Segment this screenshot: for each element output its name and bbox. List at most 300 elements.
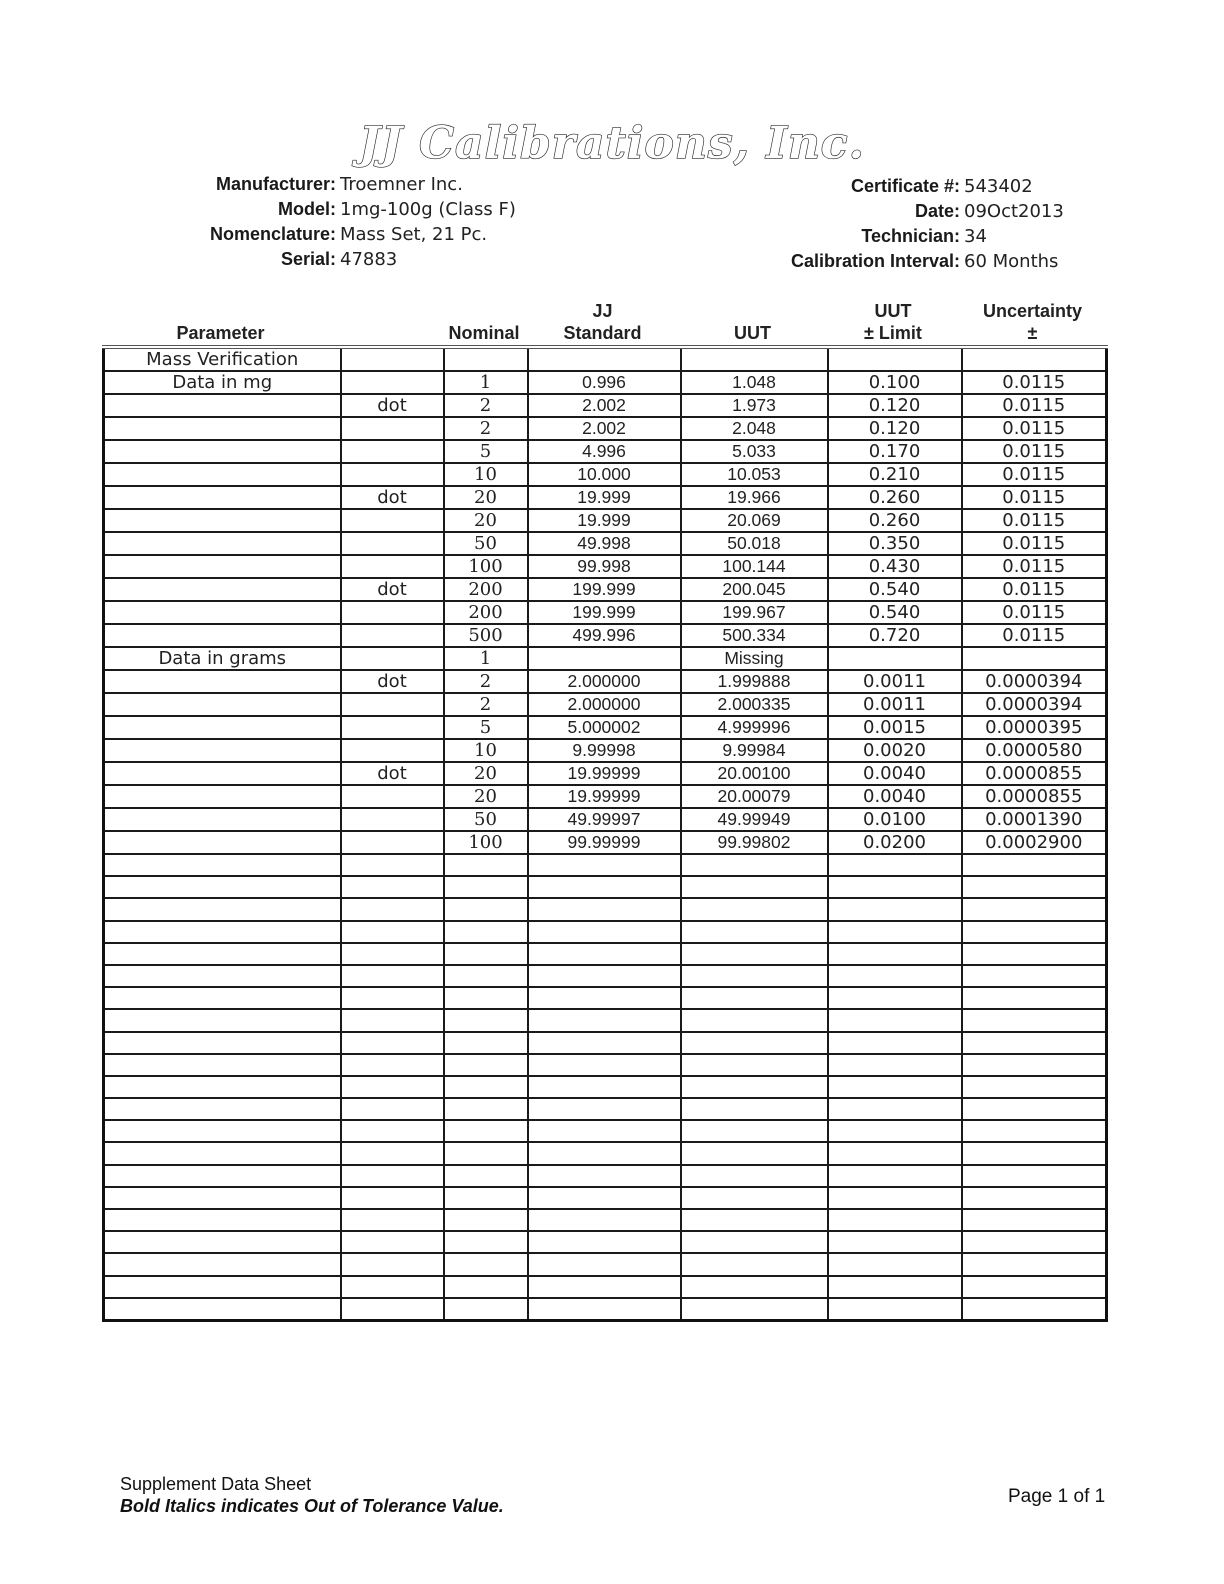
empty-cell bbox=[528, 1187, 681, 1209]
limit-cell: 0.720 bbox=[828, 624, 962, 647]
dot-cell bbox=[341, 601, 444, 624]
empty-cell bbox=[962, 1076, 1107, 1098]
empty-table-row bbox=[104, 854, 1107, 876]
uncertainty-cell: 0.0115 bbox=[962, 417, 1107, 440]
uut-cell: 5.033 bbox=[681, 440, 828, 463]
empty-cell bbox=[828, 1032, 962, 1054]
limit-cell: 0.0015 bbox=[828, 716, 962, 739]
column-header-uncertainty bbox=[960, 300, 1105, 344]
empty-cell bbox=[681, 1098, 828, 1120]
nominal-cell: 200 bbox=[444, 578, 528, 601]
empty-table-row bbox=[104, 1209, 1107, 1231]
parameter-cell bbox=[104, 831, 341, 854]
empty-cell bbox=[828, 987, 962, 1009]
dot-cell bbox=[341, 739, 444, 762]
dot-cell bbox=[341, 371, 444, 394]
empty-cell bbox=[828, 1298, 962, 1321]
column-header-uncertainty-line1: Uncertainty bbox=[982, 301, 1083, 321]
empty-cell bbox=[444, 921, 528, 943]
empty-cell bbox=[341, 854, 444, 876]
empty-cell bbox=[681, 347, 828, 371]
limit-cell: 0.120 bbox=[828, 417, 962, 440]
limit-cell: 0.100 bbox=[828, 371, 962, 394]
empty-cell bbox=[528, 1032, 681, 1054]
table-row bbox=[104, 624, 1107, 647]
empty-cell bbox=[828, 1120, 962, 1142]
empty-cell bbox=[104, 965, 341, 987]
empty-cell bbox=[341, 1054, 444, 1076]
uut-cell: 9.99984 bbox=[681, 739, 828, 762]
empty-cell bbox=[341, 921, 444, 943]
table-row bbox=[104, 808, 1107, 831]
limit-cell: 0.120 bbox=[828, 394, 962, 417]
dot-cell: dot bbox=[341, 486, 444, 509]
limit-cell: 0.0011 bbox=[828, 670, 962, 693]
dot-cell: dot bbox=[341, 670, 444, 693]
nominal-cell: 20 bbox=[444, 509, 528, 532]
field-value: 60 Months bbox=[964, 251, 1059, 272]
dot-cell: dot bbox=[341, 762, 444, 785]
empty-cell bbox=[341, 1231, 444, 1253]
table-column-headers bbox=[102, 296, 1105, 344]
standard-cell: 2.000000 bbox=[528, 693, 681, 716]
standard-cell: 2.002 bbox=[528, 417, 681, 440]
standard-cell: 2.000000 bbox=[528, 670, 681, 693]
empty-table-row bbox=[104, 1054, 1107, 1076]
empty-table-row bbox=[104, 1253, 1107, 1275]
dot-cell bbox=[341, 647, 444, 670]
empty-cell bbox=[341, 1209, 444, 1231]
empty-cell bbox=[341, 1009, 444, 1031]
limit-cell: 0.540 bbox=[828, 601, 962, 624]
uncertainty-cell: 0.0000394 bbox=[962, 693, 1107, 716]
nominal-cell: 20 bbox=[444, 785, 528, 808]
standard-cell bbox=[528, 647, 681, 670]
uut-cell: 1.999888 bbox=[681, 670, 828, 693]
empty-cell bbox=[681, 987, 828, 1009]
parameter-cell bbox=[104, 808, 341, 831]
limit-cell: 0.0011 bbox=[828, 693, 962, 716]
standard-cell: 10.000 bbox=[528, 463, 681, 486]
uut-cell: 20.00100 bbox=[681, 762, 828, 785]
limit-cell: 0.0200 bbox=[828, 831, 962, 854]
empty-cell bbox=[444, 854, 528, 876]
table-row bbox=[104, 762, 1107, 785]
empty-cell bbox=[962, 943, 1107, 965]
empty-cell bbox=[104, 987, 341, 1009]
table-row bbox=[104, 440, 1107, 463]
empty-cell bbox=[681, 1209, 828, 1231]
empty-table-row bbox=[104, 1009, 1107, 1031]
empty-cell bbox=[104, 1054, 341, 1076]
dot-cell: dot bbox=[341, 394, 444, 417]
empty-cell bbox=[962, 854, 1107, 876]
parameter-cell bbox=[104, 394, 341, 417]
empty-cell bbox=[962, 1187, 1107, 1209]
empty-cell bbox=[104, 1231, 341, 1253]
sheet-title: Supplement Data Sheet bbox=[120, 1474, 312, 1494]
uut-cell: 2.000335 bbox=[681, 693, 828, 716]
empty-cell bbox=[681, 943, 828, 965]
empty-table-row bbox=[104, 1142, 1107, 1164]
empty-cell bbox=[341, 1298, 444, 1321]
empty-cell bbox=[528, 1009, 681, 1031]
uut-cell: 1.973 bbox=[681, 394, 828, 417]
uut-cell: 49.99949 bbox=[681, 808, 828, 831]
dot-cell bbox=[341, 831, 444, 854]
dot-cell bbox=[341, 440, 444, 463]
limit-cell: 0.350 bbox=[828, 532, 962, 555]
empty-cell bbox=[444, 1298, 528, 1321]
limit-cell: 0.260 bbox=[828, 486, 962, 509]
uncertainty-cell: 0.0115 bbox=[962, 486, 1107, 509]
uncertainty-cell: 0.0115 bbox=[962, 624, 1107, 647]
empty-cell bbox=[444, 1253, 528, 1275]
standard-cell: 19.999 bbox=[528, 486, 681, 509]
field-value: 1mg-100g (Class F) bbox=[340, 199, 516, 220]
empty-cell bbox=[444, 898, 528, 920]
nominal-cell: 2 bbox=[444, 417, 528, 440]
dot-cell: dot bbox=[341, 578, 444, 601]
empty-cell bbox=[828, 921, 962, 943]
table-row bbox=[104, 555, 1107, 578]
parameter-cell bbox=[104, 509, 341, 532]
limit-cell: 0.430 bbox=[828, 555, 962, 578]
nominal-cell: 2 bbox=[444, 693, 528, 716]
footer-notes bbox=[120, 1473, 504, 1517]
date-field bbox=[730, 199, 1064, 224]
standard-cell: 4.996 bbox=[528, 440, 681, 463]
empty-table-row bbox=[104, 1120, 1107, 1142]
company-title: JJ Calibrations, Inc. bbox=[359, 118, 865, 169]
model-field bbox=[150, 197, 516, 222]
dot-cell bbox=[341, 532, 444, 555]
empty-cell bbox=[341, 347, 444, 371]
dot-cell bbox=[341, 555, 444, 578]
uut-cell: 200.045 bbox=[681, 578, 828, 601]
uncertainty-cell: 0.0000855 bbox=[962, 762, 1107, 785]
empty-cell bbox=[828, 965, 962, 987]
limit-cell: 0.260 bbox=[828, 509, 962, 532]
table-row bbox=[104, 739, 1107, 762]
uut-cell: 199.967 bbox=[681, 601, 828, 624]
uncertainty-cell: 0.0115 bbox=[962, 532, 1107, 555]
limit-cell: 0.0020 bbox=[828, 739, 962, 762]
empty-cell bbox=[962, 921, 1107, 943]
empty-cell bbox=[681, 1231, 828, 1253]
table-row bbox=[104, 831, 1107, 854]
column-header-standard-line1: JJ bbox=[592, 301, 613, 321]
empty-cell bbox=[681, 1032, 828, 1054]
empty-cell bbox=[528, 965, 681, 987]
table-row bbox=[104, 670, 1107, 693]
parameter-cell bbox=[104, 716, 341, 739]
empty-cell bbox=[444, 1276, 528, 1298]
empty-cell bbox=[528, 1120, 681, 1142]
standard-cell: 5.000002 bbox=[528, 716, 681, 739]
parameter-cell bbox=[104, 532, 341, 555]
uncertainty-cell: 0.0002900 bbox=[962, 831, 1107, 854]
nominal-cell: 20 bbox=[444, 486, 528, 509]
empty-table-row bbox=[104, 965, 1107, 987]
calibration-interval-field bbox=[730, 249, 1064, 274]
table-row bbox=[104, 463, 1107, 486]
empty-cell bbox=[962, 1120, 1107, 1142]
empty-cell bbox=[828, 1276, 962, 1298]
empty-cell bbox=[962, 876, 1107, 898]
empty-cell bbox=[962, 987, 1107, 1009]
table-row bbox=[104, 509, 1107, 532]
technician-field bbox=[730, 224, 1064, 249]
column-header-limit-line2: ± Limit bbox=[864, 323, 922, 343]
empty-cell bbox=[104, 1165, 341, 1187]
empty-cell bbox=[681, 876, 828, 898]
field-label: Technician: bbox=[861, 226, 960, 246]
table-row bbox=[104, 371, 1107, 394]
parameter-cell bbox=[104, 785, 341, 808]
empty-cell bbox=[444, 1142, 528, 1164]
nominal-cell: 200 bbox=[444, 601, 528, 624]
empty-cell bbox=[828, 1098, 962, 1120]
dot-cell bbox=[341, 808, 444, 831]
empty-table-row bbox=[104, 1276, 1107, 1298]
uncertainty-cell: 0.0115 bbox=[962, 509, 1107, 532]
empty-cell bbox=[341, 1165, 444, 1187]
uncertainty-cell: 0.0000394 bbox=[962, 670, 1107, 693]
page-number: Page 1 of 1 bbox=[1008, 1486, 1106, 1507]
empty-cell bbox=[341, 1098, 444, 1120]
standard-cell: 49.99997 bbox=[528, 808, 681, 831]
field-label: Calibration Interval: bbox=[790, 251, 960, 271]
empty-cell bbox=[962, 1032, 1107, 1054]
empty-table-row bbox=[104, 1098, 1107, 1120]
field-label: Serial: bbox=[280, 249, 336, 269]
field-label: Certificate #: bbox=[850, 176, 960, 196]
empty-cell bbox=[104, 1253, 341, 1275]
nominal-cell: 2 bbox=[444, 670, 528, 693]
column-header-limit-line1: UUT bbox=[874, 301, 912, 321]
empty-cell bbox=[528, 1142, 681, 1164]
parameter-cell bbox=[104, 440, 341, 463]
empty-cell bbox=[828, 1209, 962, 1231]
empty-cell bbox=[444, 1209, 528, 1231]
empty-cell bbox=[444, 1120, 528, 1142]
empty-cell bbox=[528, 1253, 681, 1275]
nominal-cell: 5 bbox=[444, 440, 528, 463]
empty-cell bbox=[341, 987, 444, 1009]
uut-cell: Missing bbox=[681, 647, 828, 670]
uut-cell: 50.018 bbox=[681, 532, 828, 555]
empty-cell bbox=[528, 898, 681, 920]
empty-cell bbox=[962, 1165, 1107, 1187]
parameter-cell bbox=[104, 463, 341, 486]
standard-cell: 199.999 bbox=[528, 578, 681, 601]
nominal-cell: 10 bbox=[444, 739, 528, 762]
empty-cell bbox=[528, 1098, 681, 1120]
standard-cell: 499.996 bbox=[528, 624, 681, 647]
nominal-cell: 2 bbox=[444, 394, 528, 417]
limit-cell: 0.210 bbox=[828, 463, 962, 486]
uncertainty-cell: 0.0115 bbox=[962, 601, 1107, 624]
table-row bbox=[104, 578, 1107, 601]
empty-table-row bbox=[104, 1032, 1107, 1054]
empty-cell bbox=[962, 1276, 1107, 1298]
empty-cell bbox=[828, 1076, 962, 1098]
empty-cell bbox=[444, 347, 528, 371]
empty-table-row bbox=[104, 1231, 1107, 1253]
empty-cell bbox=[528, 1165, 681, 1187]
empty-cell bbox=[528, 1054, 681, 1076]
empty-cell bbox=[828, 1165, 962, 1187]
empty-cell bbox=[962, 1142, 1107, 1164]
field-value: 09Oct2013 bbox=[964, 201, 1064, 222]
empty-cell bbox=[528, 921, 681, 943]
uncertainty-cell: 0.0000580 bbox=[962, 739, 1107, 762]
empty-cell bbox=[828, 854, 962, 876]
empty-cell bbox=[444, 943, 528, 965]
empty-cell bbox=[444, 876, 528, 898]
empty-cell bbox=[444, 1054, 528, 1076]
uut-cell: 4.999996 bbox=[681, 716, 828, 739]
uut-cell: 20.00079 bbox=[681, 785, 828, 808]
limit-cell: 0.0040 bbox=[828, 762, 962, 785]
dot-cell bbox=[341, 693, 444, 716]
empty-cell bbox=[104, 898, 341, 920]
field-value: 543402 bbox=[964, 176, 1033, 197]
empty-cell bbox=[444, 1165, 528, 1187]
empty-cell bbox=[104, 1076, 341, 1098]
empty-cell bbox=[444, 965, 528, 987]
nominal-cell: 100 bbox=[444, 555, 528, 578]
empty-cell bbox=[828, 1187, 962, 1209]
empty-cell bbox=[104, 1187, 341, 1209]
uut-cell: 20.069 bbox=[681, 509, 828, 532]
empty-cell bbox=[681, 854, 828, 876]
standard-cell: 19.99999 bbox=[528, 762, 681, 785]
uut-cell: 99.99802 bbox=[681, 831, 828, 854]
nominal-cell: 1 bbox=[444, 371, 528, 394]
empty-table-row bbox=[104, 1165, 1107, 1187]
empty-cell bbox=[828, 1054, 962, 1076]
standard-cell: 49.998 bbox=[528, 532, 681, 555]
empty-cell bbox=[681, 965, 828, 987]
instrument-info bbox=[150, 172, 516, 272]
empty-cell bbox=[962, 347, 1107, 371]
parameter-cell bbox=[104, 417, 341, 440]
section-title: Mass Verification bbox=[104, 347, 341, 371]
empty-cell bbox=[341, 1276, 444, 1298]
empty-cell bbox=[444, 1231, 528, 1253]
nominal-cell: 100 bbox=[444, 831, 528, 854]
empty-cell bbox=[528, 1231, 681, 1253]
table-row bbox=[104, 693, 1107, 716]
table-row bbox=[104, 394, 1107, 417]
dot-cell bbox=[341, 624, 444, 647]
limit-cell bbox=[828, 647, 962, 670]
parameter-cell bbox=[104, 601, 341, 624]
uut-cell: 2.048 bbox=[681, 417, 828, 440]
empty-cell bbox=[444, 1076, 528, 1098]
empty-cell bbox=[528, 1209, 681, 1231]
uncertainty-cell: 0.0115 bbox=[962, 578, 1107, 601]
section-row bbox=[104, 347, 1107, 371]
parameter-cell bbox=[104, 739, 341, 762]
empty-table-row bbox=[104, 987, 1107, 1009]
empty-cell bbox=[681, 921, 828, 943]
uut-cell: 10.053 bbox=[681, 463, 828, 486]
table-row bbox=[104, 532, 1107, 555]
empty-cell bbox=[104, 1009, 341, 1031]
uncertainty-cell bbox=[962, 647, 1107, 670]
empty-cell bbox=[341, 876, 444, 898]
nominal-cell: 10 bbox=[444, 463, 528, 486]
empty-cell bbox=[341, 1142, 444, 1164]
empty-cell bbox=[681, 1276, 828, 1298]
uut-cell: 500.334 bbox=[681, 624, 828, 647]
empty-cell bbox=[341, 965, 444, 987]
empty-cell bbox=[681, 1253, 828, 1275]
field-value: Troemner Inc. bbox=[340, 174, 463, 195]
empty-cell bbox=[528, 876, 681, 898]
empty-table-row bbox=[104, 1076, 1107, 1098]
empty-cell bbox=[828, 1009, 962, 1031]
empty-cell bbox=[828, 347, 962, 371]
empty-cell bbox=[962, 1098, 1107, 1120]
empty-table-row bbox=[104, 898, 1107, 920]
empty-cell bbox=[681, 1298, 828, 1321]
parameter-cell bbox=[104, 762, 341, 785]
limit-cell: 0.0040 bbox=[828, 785, 962, 808]
standard-cell: 2.002 bbox=[528, 394, 681, 417]
empty-cell bbox=[341, 898, 444, 920]
uncertainty-cell: 0.0115 bbox=[962, 463, 1107, 486]
serial-field bbox=[150, 247, 516, 272]
empty-cell bbox=[528, 347, 681, 371]
parameter-cell bbox=[104, 486, 341, 509]
empty-cell bbox=[528, 987, 681, 1009]
column-header-limit bbox=[826, 300, 960, 344]
empty-table-row bbox=[104, 1187, 1107, 1209]
empty-table-row bbox=[104, 1298, 1107, 1321]
table-row bbox=[104, 601, 1107, 624]
empty-cell bbox=[341, 1187, 444, 1209]
column-header-parameter: Parameter bbox=[176, 323, 265, 343]
parameter-cell bbox=[104, 693, 341, 716]
uncertainty-cell: 0.0115 bbox=[962, 440, 1107, 463]
empty-cell bbox=[962, 1009, 1107, 1031]
empty-cell bbox=[104, 876, 341, 898]
empty-cell bbox=[104, 1032, 341, 1054]
empty-cell bbox=[962, 965, 1107, 987]
standard-cell: 0.996 bbox=[528, 371, 681, 394]
uut-cell: 19.966 bbox=[681, 486, 828, 509]
empty-cell bbox=[528, 1298, 681, 1321]
uncertainty-cell: 0.0000855 bbox=[962, 785, 1107, 808]
limit-cell: 0.540 bbox=[828, 578, 962, 601]
field-value: 34 bbox=[964, 226, 987, 247]
empty-cell bbox=[681, 1187, 828, 1209]
empty-cell bbox=[828, 1142, 962, 1164]
empty-cell bbox=[528, 1076, 681, 1098]
empty-cell bbox=[341, 1253, 444, 1275]
parameter-cell: Data in grams bbox=[104, 647, 341, 670]
field-label: Nomenclature: bbox=[209, 224, 336, 244]
empty-cell bbox=[104, 1098, 341, 1120]
dot-cell bbox=[341, 463, 444, 486]
nominal-cell: 20 bbox=[444, 762, 528, 785]
empty-cell bbox=[681, 1142, 828, 1164]
uncertainty-cell: 0.0001390 bbox=[962, 808, 1107, 831]
